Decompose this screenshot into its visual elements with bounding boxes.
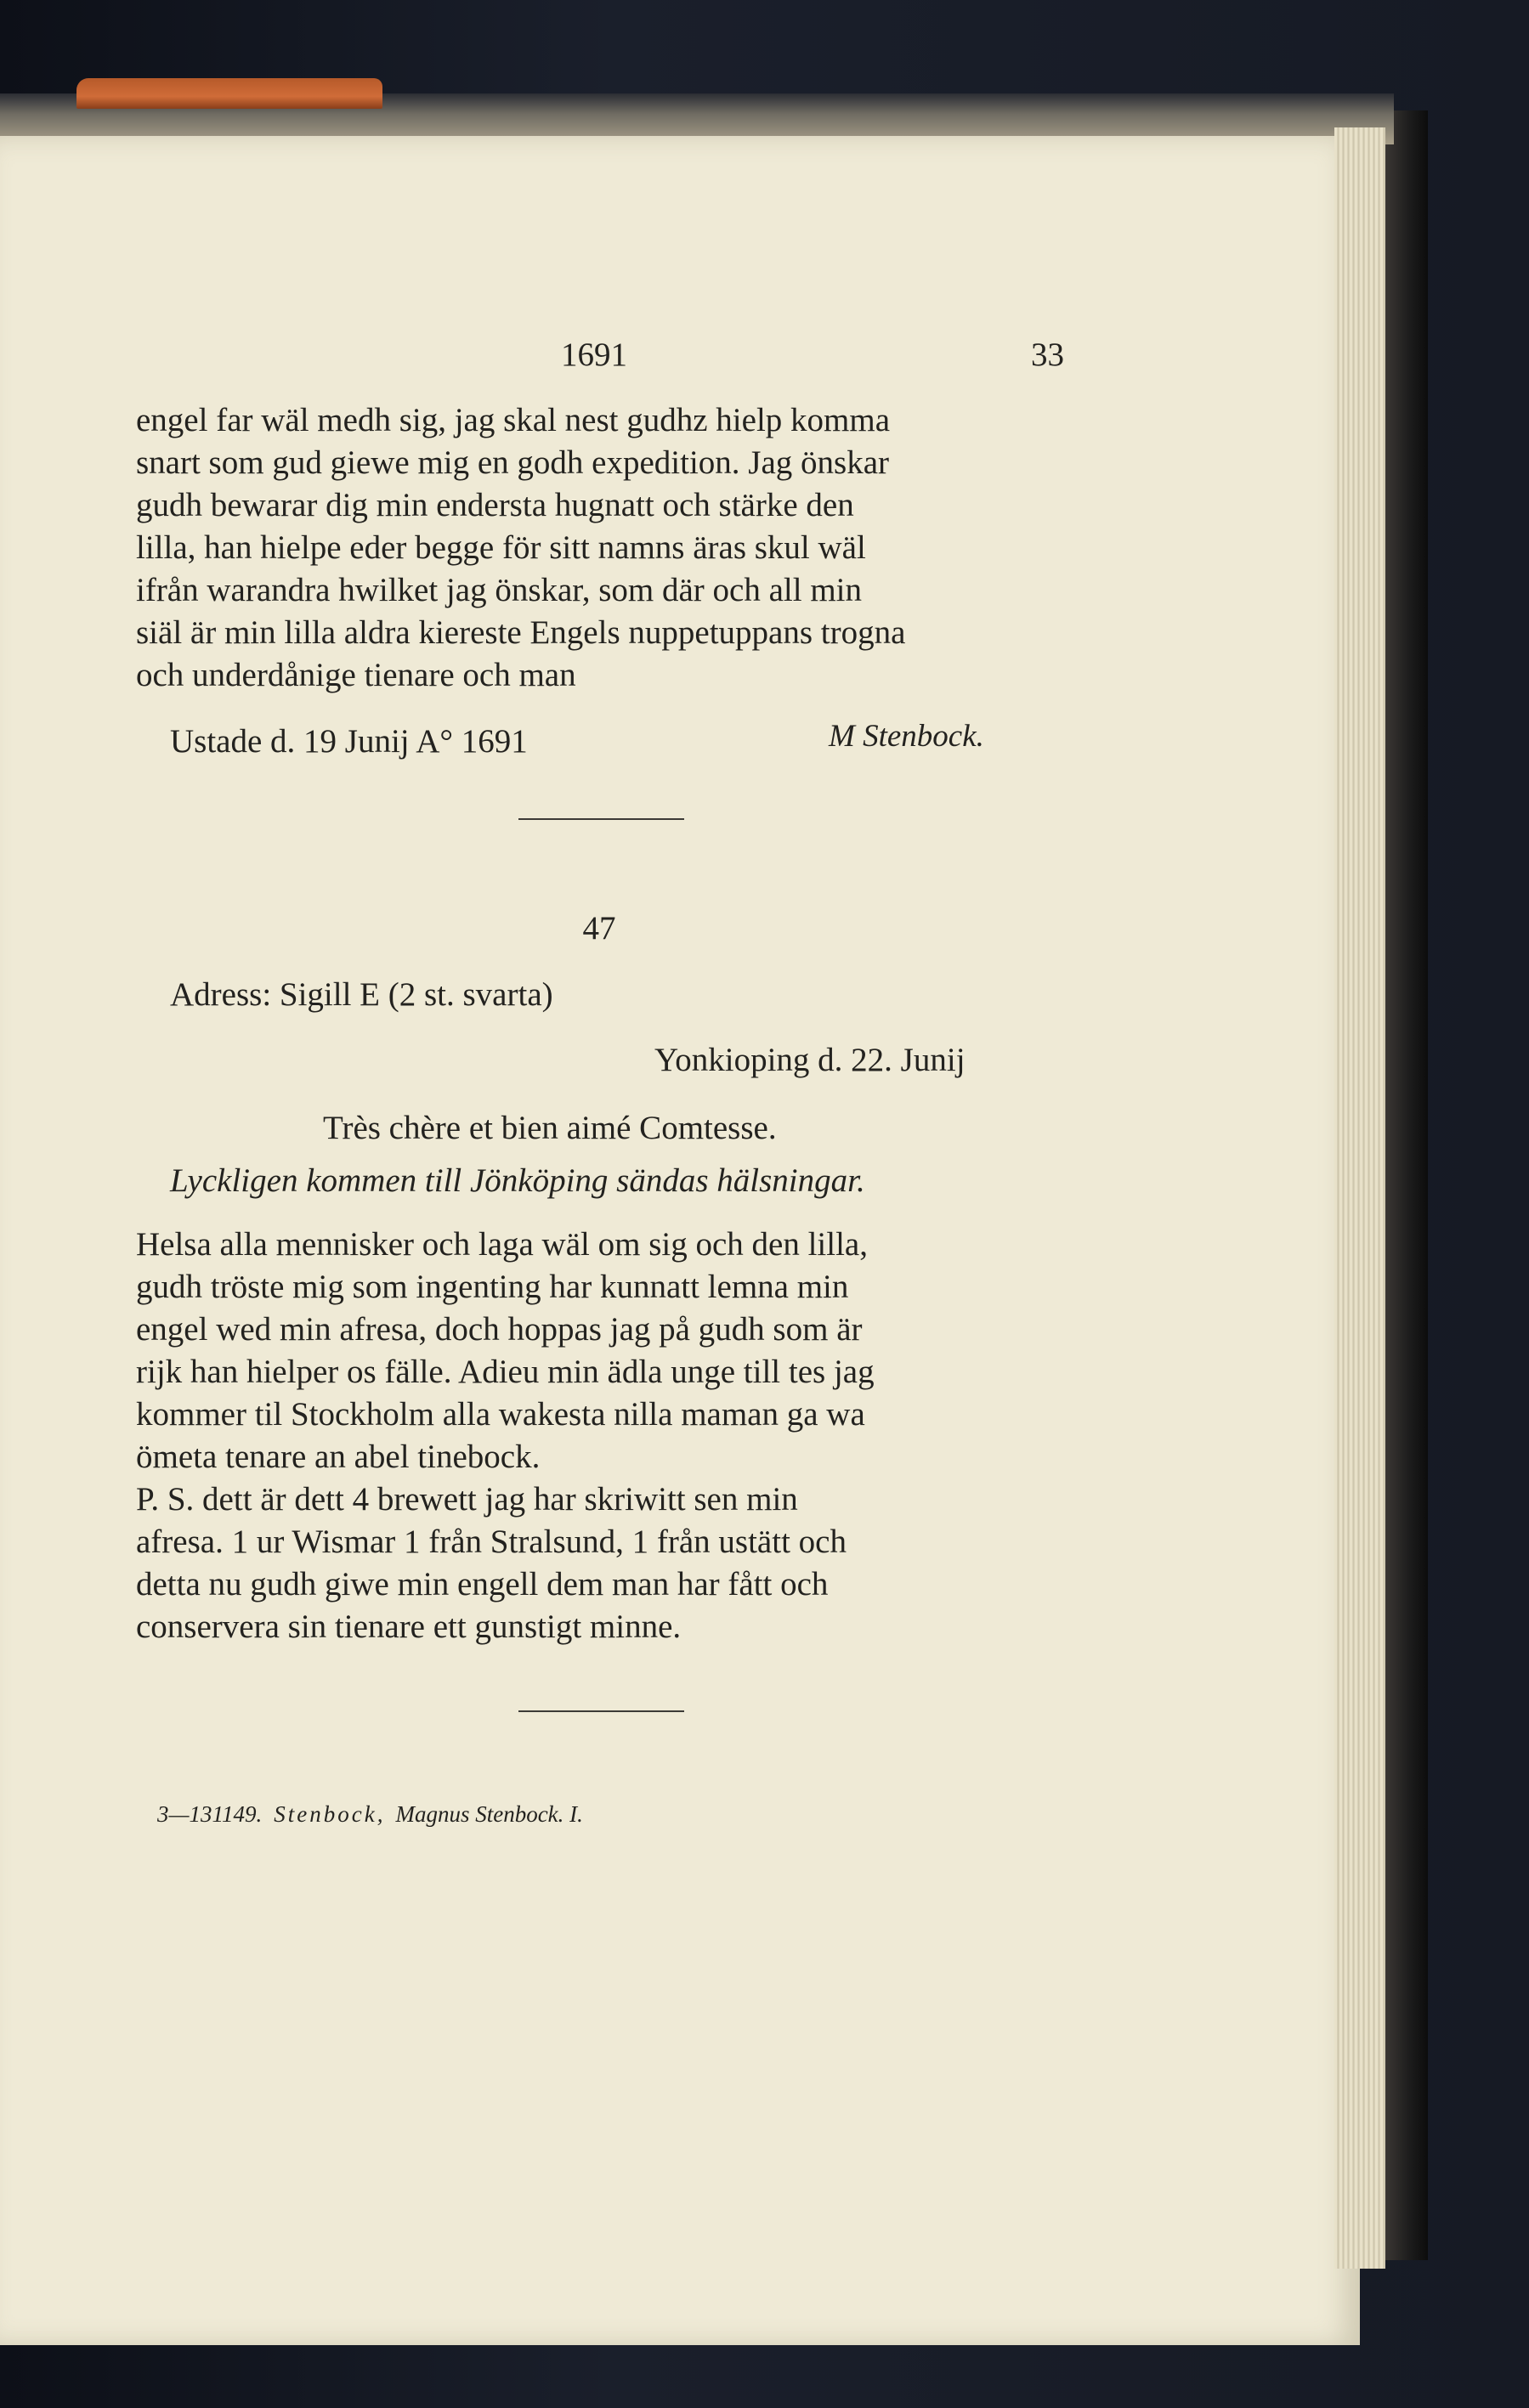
footer-print-code: 3—131149. [157,1801,263,1827]
letter-line: detta nu gudh giwe min engell dem man har fått och [136,1566,829,1603]
letter-line: gudh tröste mig som ingenting har kunnatt lemna min [136,1269,849,1305]
letter-46-place-date: Ustade d. 19 Junij A° 1691 [170,723,528,760]
letter-line: och underdånige tienare och man [136,657,576,693]
footer-title: Magnus Stenbock. I. [395,1801,583,1827]
letter-line: engel far wäl medh sig, jag skal nest gudhz hielp komma [136,402,891,438]
letter-line: lilla, han hielpe eder begge för sitt namns äras skul wäl [136,529,866,566]
letter-47-address: Adress: Sigill E (2 st. svarta) [170,976,553,1013]
letter-47-number: 47 [582,910,616,947]
letter-47-body [136,1224,1071,1648]
bookmark-tab [76,78,382,109]
letter-46-signature: M Stenbock. [829,719,984,754]
section-divider [518,818,684,820]
letter-47-place-date: Yonkioping d. 22. Junij [654,1042,966,1078]
letter-46-body [136,399,1071,697]
page-number: 33 [1031,336,1064,373]
letter-line: siäl är min lilla aldra kiereste Engels nuppetuppans trogna [136,614,906,651]
letter-line: conservera sin tienare ett gunstigt minne. [136,1608,682,1645]
letter-line: rijk han hielper os fälle. Adieu min ädla unge till tes jag [136,1354,875,1390]
running-header-year: 1691 [561,336,627,373]
letter-line: gudh bewarar dig min endersta hugnatt och stärke den [136,487,854,523]
letter-line: engel wed min afresa, doch hoppas jag på gudh som är [136,1311,863,1348]
letter-line: snart som gud giewe mig en godh expedition. Jag önskar [136,444,890,481]
letter-line: afresa. 1 ur Wismar 1 från Stralsund, 1 från ustätt och [136,1523,847,1560]
letter-line: P. S. dett är dett 4 brewett jag har skriwitt sen min [136,1481,798,1518]
letter-47-salutation: Très chère et bien aimé Comtesse. [323,1110,777,1146]
letter-line: kommer til Stockholm alla wakesta nilla maman ga wa [136,1396,865,1433]
letter-line: ömeta tenare an abel tinebock. [136,1439,541,1475]
letter-line: ifrån warandra hwilket jag önskar, som där och all min [136,572,863,608]
letter-line: Helsa alla mennisker och laga wäl om sig och den lilla, [136,1226,868,1263]
footer-author: Stenbock, [274,1801,386,1827]
page-edges [1334,127,1385,2269]
footer-imprint [157,1801,583,1828]
letter-47-summary: Lyckligen kommen till Jönköping sändas hälsningar. [170,1162,865,1199]
section-divider [518,1710,684,1712]
